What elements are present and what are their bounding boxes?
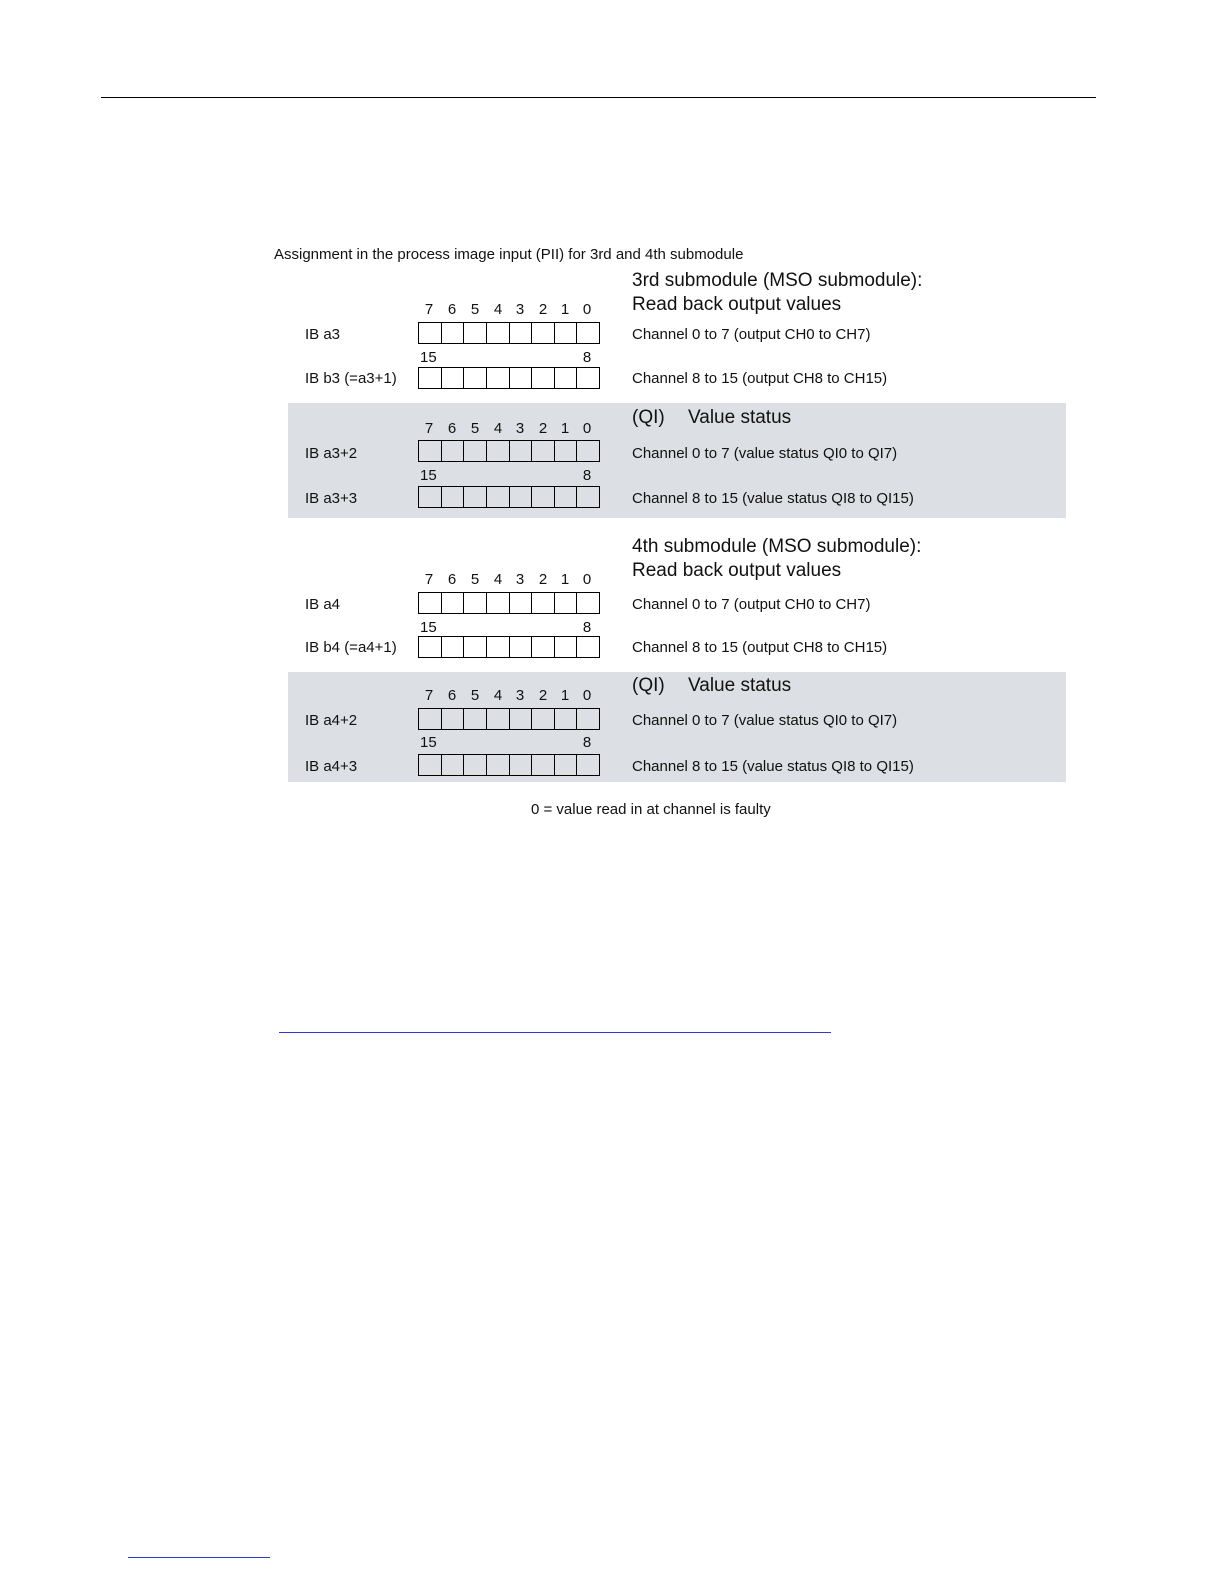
bit-number-15: 15 — [420, 734, 437, 751]
figure-caption: Assignment in the process image input (PII) for 3rd and 4th submodule — [274, 246, 744, 263]
bit-number: 3 — [515, 687, 525, 704]
bit-number: 4 — [493, 571, 503, 588]
row-label: IB b4 (=a4+1) — [305, 639, 397, 656]
bit-number: 6 — [447, 687, 457, 704]
bit-number: 0 — [582, 571, 592, 588]
row-description: Channel 0 to 7 (value status QI0 to QI7) — [632, 712, 898, 729]
header-rule — [101, 97, 1096, 98]
bit-numbers-low-2 — [0, 420, 1225, 438]
footer-link-underline[interactable] — [128, 1557, 270, 1558]
bit-number: 4 — [493, 420, 503, 437]
bit-number: 3 — [515, 301, 525, 318]
row-label: IB b3 (=a3+1) — [305, 370, 397, 387]
bit-number-8: 8 — [582, 619, 592, 636]
bit-number: 2 — [538, 301, 548, 318]
submodule-4-heading-line2: Read back output values — [632, 560, 842, 581]
bit-number-15: 15 — [420, 349, 437, 366]
bit-number: 6 — [447, 420, 457, 437]
byte-box — [418, 636, 600, 658]
row-description: Channel 8 to 15 (value status QI8 to QI15) — [632, 490, 914, 507]
bit-number: 0 — [582, 420, 592, 437]
bit-number: 6 — [447, 571, 457, 588]
bit-number: 2 — [538, 571, 548, 588]
submodule-3-heading-line2: Read back output values — [632, 294, 842, 315]
bit-numbers-low-1 — [0, 301, 1225, 319]
bit-number: 1 — [560, 420, 570, 437]
bit-number: 3 — [515, 571, 525, 588]
bit-number-8: 8 — [582, 349, 592, 366]
row-description: Channel 8 to 15 (output CH8 to CH15) — [632, 370, 888, 387]
row-label: IB a4+2 — [305, 712, 358, 729]
bit-number-15: 15 — [420, 467, 437, 484]
row-label: IB a3+3 — [305, 490, 358, 507]
bit-number: 6 — [447, 301, 457, 318]
qi-tag: (QI) — [632, 407, 665, 428]
row-label: IB a3+2 — [305, 445, 358, 462]
row-description: Channel 0 to 7 (value status QI0 to QI7) — [632, 445, 898, 462]
bit-number: 5 — [470, 420, 480, 437]
bit-number: 7 — [424, 301, 434, 318]
byte-box — [418, 708, 600, 730]
submodule-3-heading-line1: 3rd submodule (MSO submodule): — [632, 270, 923, 291]
row-label: IB a3 — [305, 326, 341, 343]
bit-number: 2 — [538, 420, 548, 437]
bit-number: 3 — [515, 420, 525, 437]
row-description: Channel 8 to 15 (value status QI8 to QI15) — [632, 758, 914, 775]
bit-number-8: 8 — [582, 467, 592, 484]
byte-box — [418, 592, 600, 614]
bit-number: 4 — [493, 687, 503, 704]
byte-box — [418, 486, 600, 508]
submodule-4-heading-line1: 4th submodule (MSO submodule): — [632, 536, 922, 557]
bit-numbers-low-3 — [0, 571, 1225, 589]
bit-number: 5 — [470, 687, 480, 704]
row-description: Channel 8 to 15 (output CH8 to CH15) — [632, 639, 888, 656]
bit-number-8: 8 — [582, 734, 592, 751]
row-label: IB a4+3 — [305, 758, 358, 775]
byte-box — [418, 367, 600, 389]
bit-number: 7 — [424, 420, 434, 437]
bit-number: 0 — [582, 687, 592, 704]
byte-box — [418, 440, 600, 462]
bit-number: 1 — [560, 301, 570, 318]
qi-tag: (QI) — [632, 675, 665, 696]
bit-number: 7 — [424, 571, 434, 588]
footnote: 0 = value read in at channel is faulty — [531, 801, 771, 818]
bit-number: 5 — [470, 571, 480, 588]
row-description: Channel 0 to 7 (output CH0 to CH7) — [632, 596, 871, 613]
bit-number: 2 — [538, 687, 548, 704]
row-label: IB a4 — [305, 596, 341, 613]
bit-number: 0 — [582, 301, 592, 318]
byte-box — [418, 322, 600, 344]
value-status-label: Value status — [688, 675, 792, 696]
bit-number: 7 — [424, 687, 434, 704]
bit-number: 1 — [560, 687, 570, 704]
link-underline[interactable] — [279, 1032, 831, 1033]
bit-numbers-low-4 — [0, 687, 1225, 705]
byte-box — [418, 754, 600, 776]
bit-number: 1 — [560, 571, 570, 588]
row-description: Channel 0 to 7 (output CH0 to CH7) — [632, 326, 871, 343]
value-status-label: Value status — [688, 407, 792, 428]
bit-number-15: 15 — [420, 619, 437, 636]
bit-number: 4 — [493, 301, 503, 318]
bit-number: 5 — [470, 301, 480, 318]
